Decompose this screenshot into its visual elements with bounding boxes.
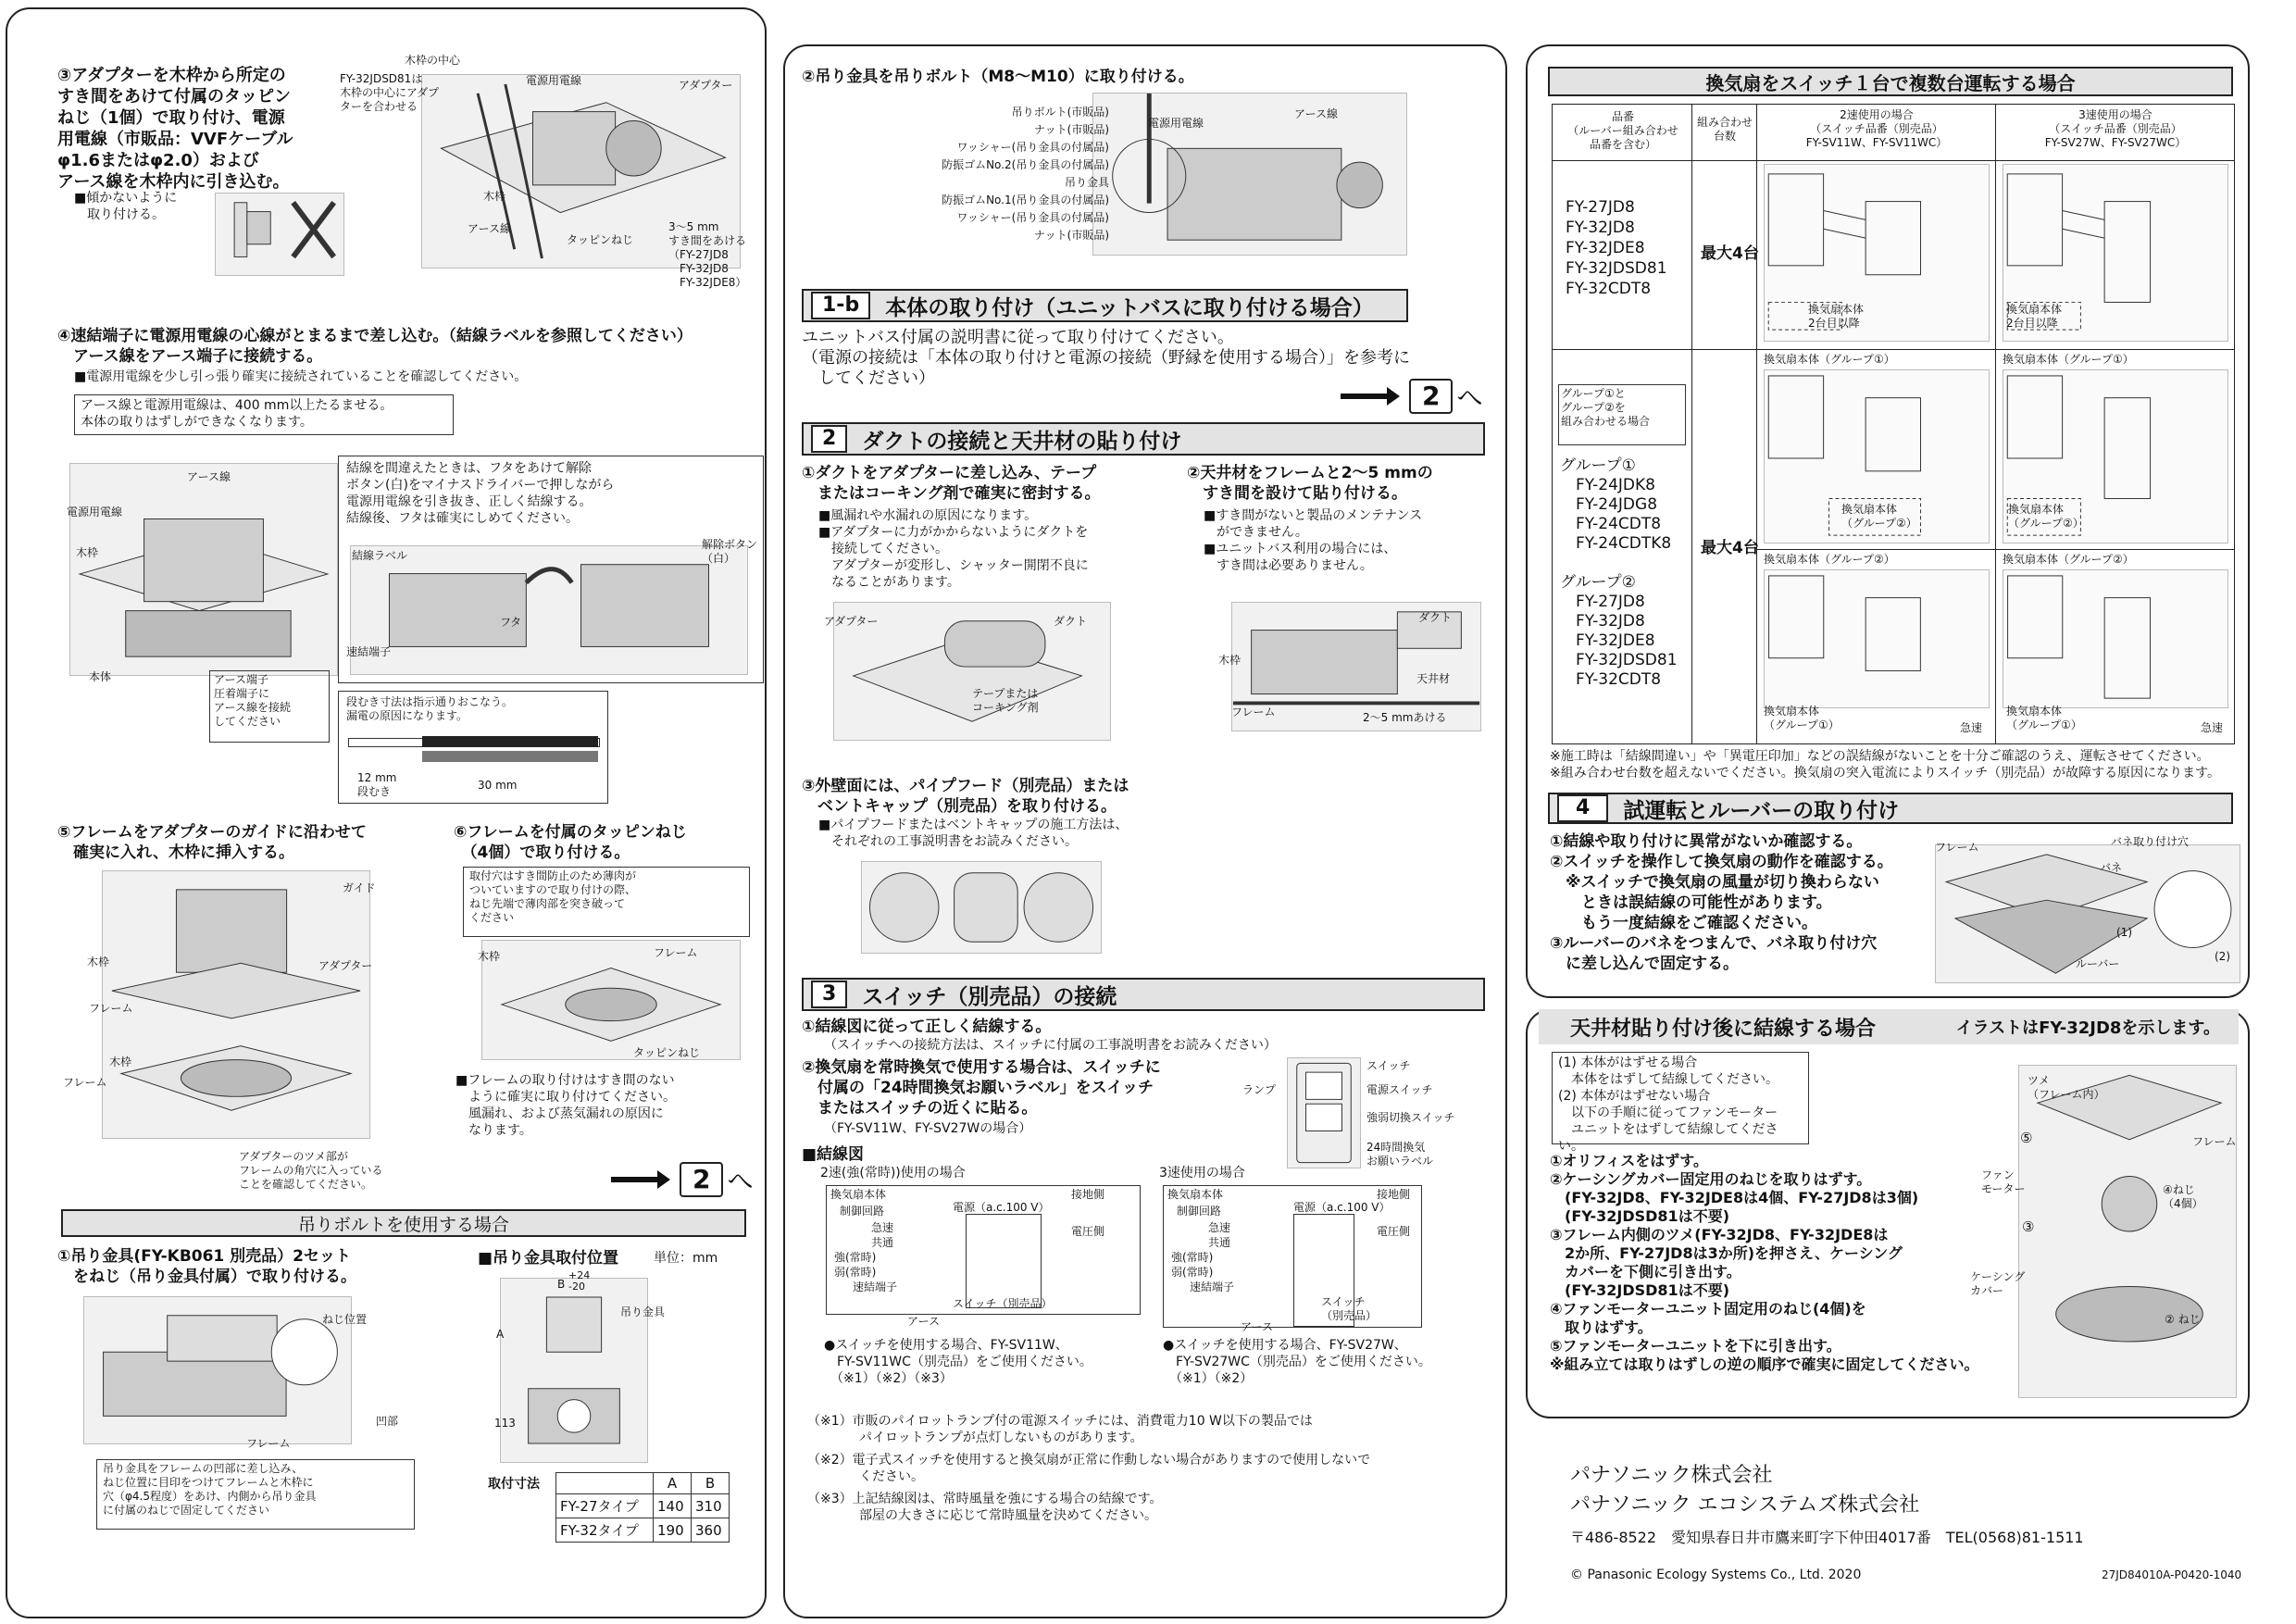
wd-ground: 接地側: [1377, 1188, 1411, 1201]
frame-screw-illustration: [481, 940, 741, 1060]
section-2-number: 2: [811, 425, 847, 453]
copyright: © Panasonic Ecology Systems Co., Ltd. 2020: [1570, 1568, 1862, 1582]
diagram-title: ■結線図: [802, 1145, 865, 1164]
wd-quick: 速結端子: [1190, 1280, 1235, 1293]
group1-2speed: 換気扇本体（グループ①）: [1764, 353, 1895, 366]
label-ceiling: 天井材: [1416, 672, 1451, 685]
label-screw-position: ねじ位置: [322, 1313, 368, 1326]
dim-113: 113: [494, 1417, 516, 1430]
label-wood-3: 木枠: [87, 956, 110, 968]
label-tape: テープまたは コーキング剤: [972, 687, 1039, 714]
step4-note: ■電源用電線を少し引っ張り確実に接続されていることを確認してください。: [74, 369, 528, 384]
label-tapping-screw: タッピンねじ: [567, 233, 634, 246]
pipe-hood-illustration: [861, 861, 1102, 954]
size-cell: FY-27タイプ: [556, 1494, 654, 1518]
wd-supply: 電源（a.c.100 V）: [1293, 1201, 1391, 1214]
row2-models: グループ① FY-24JDK8 FY-24JDG8 FY-24CDT8 FY-24CDTK8 グループ② FY-27JD8 FY-32JD8 FY-32JDE8 FY-32JDSD81 FY-32CDT8: [1560, 456, 1678, 689]
section-1b-text: ユニットバス付属の説明書に従って取り付けてください。 （電源の接続は「本体の取り付けと電源の接続（野縁を使用する場合）」を参考に してください）: [802, 328, 1410, 388]
duct-step2: ②天井材をフレームと2～5 mmの すき間を設けて貼り付ける。: [1187, 464, 1433, 503]
diagram-3speed-title: 3速使用の場合: [1159, 1166, 1245, 1181]
group1-3speed: 換気扇本体（グループ①）: [2003, 353, 2134, 366]
group2-3speed: 換気扇本体（グループ②）: [2003, 553, 2134, 566]
wiring-diagram-3speed: [1163, 1185, 1422, 1328]
label-switch: スイッチ: [1366, 1059, 1411, 1072]
size-header-cell: [556, 1473, 654, 1494]
after-ceiling-box: (1) 本体がはずせる場合 本体をはずして結線してください。 (2) 本体がはずせない場合 以下の手順に従ってファンモーター ユニットをはずして結線してください。: [1552, 1052, 1809, 1144]
label-quick-terminal: 速結端子: [346, 645, 392, 658]
wd-kyo: 共通: [1208, 1236, 1231, 1249]
right-arrow-icon: [611, 1177, 667, 1182]
label-lid: フタ: [500, 616, 522, 629]
bracket-position-title: ■吊り金具取付位置: [478, 1249, 619, 1268]
label-tapping-screw-2: タッピンねじ: [633, 1046, 701, 1059]
page-ref-suffix: へ: [1456, 382, 1483, 413]
label-wood-center: 木枠の中心: [405, 54, 461, 67]
label-power-wire-3: 電源用電線: [1148, 117, 1204, 130]
label-fy32-center: FY-32JDSD81は 木枠の中心にアダプ ターを合わせる: [340, 72, 440, 113]
bolt-step1: ①吊り金具(FY-KB061 別売品）2セット をねじ（吊り金具付属）で取り付ける。: [57, 1247, 356, 1286]
section-4-number: 4: [1557, 794, 1608, 822]
group1-2speed-label: 換気扇本体 （グループ①）: [1764, 705, 1840, 731]
bolt-part-label: ナット(市販品): [1033, 123, 1109, 136]
wd-switch: スイッチ （別売品）: [1321, 1295, 1378, 1322]
label-power-wire-2: 電源用電線: [67, 506, 123, 518]
label-guide: ガイド: [343, 881, 376, 894]
after-ceiling-title: 天井材貼り付け後に結線する場合: [1570, 1017, 1877, 1041]
label-frame-4: フレーム: [246, 1437, 291, 1450]
row2-count: 最大4台: [1701, 539, 1759, 557]
page-ref: 2: [680, 1162, 723, 1197]
wiring-diagram-2speed: [826, 1185, 1141, 1315]
wd-supply: 電源（a.c.100 V）: [953, 1201, 1050, 1214]
wd-kyo: 共通: [871, 1236, 894, 1249]
section-2-header: [802, 422, 1485, 456]
duct-step3-note: ■パイプフードまたはベントキャップの施工方法は、 それぞれの工事説明書をお読みください。: [818, 818, 1129, 849]
size-table-row: [556, 1518, 730, 1543]
step5-text: ⑤フレームをアダプターのガイドに沿わせて 確実に入れ、木枠に挿入する。: [57, 823, 367, 862]
label-earth-wire: アース線: [468, 222, 512, 235]
label-release-button: 解除ボタン （白）: [702, 538, 758, 565]
fan-motor-illustration: [2018, 1065, 2237, 1398]
label-power-switch: 電源スイッチ: [1366, 1083, 1433, 1096]
wd-strong: 強(常時): [1171, 1251, 1214, 1264]
bolt-step2: ②吊り金具を吊りボルト（M8～M10）に取り付ける。: [802, 68, 1194, 86]
label-adapter-2: アダプター: [318, 959, 373, 972]
step4-warning-box: アース線と電源用電線は、400 mm以上たるませる。 本体の取りはずしができなくなります。: [74, 394, 454, 435]
row1-2speed-diagram: [1764, 164, 1990, 342]
label-casing-cover: ケーシング カバー: [1970, 1270, 2026, 1297]
label-24h: 24時間換気 お願いラベル: [1366, 1141, 1434, 1168]
size-cell: FY-32タイプ: [556, 1518, 654, 1543]
strip-text: 段むき寸法は指示通りおこなう。 漏電の原因になります。: [346, 695, 514, 722]
label-claw-2: ツメ （フレーム内）: [2028, 1074, 2105, 1101]
label-frame-5: フレーム: [1231, 706, 1276, 718]
wiring-mistake-text: 結線を間違えたときは、フタをあけて解除 ボタン(白)をマイナスドライバーで押しながら 電源用電線を引き抜き、正しく結線する。 結線後、フタは確実にしめてください。: [346, 461, 615, 526]
label-wood-4: 木枠: [109, 1056, 132, 1068]
row2b-3speed-diagram: [2003, 569, 2228, 708]
label-step-1: (1): [2116, 926, 2132, 939]
bolt-section-header: [61, 1209, 746, 1237]
section-2-title: ダクトの接続と天井材の貼り付け: [862, 429, 1182, 454]
multi-unit-header: [1548, 67, 2233, 96]
label-body: 本体: [89, 670, 112, 683]
wd-switch: スイッチ（別売品）: [953, 1297, 1053, 1310]
label-frame-3: フレーム: [654, 946, 698, 959]
footnote-2: （※2）電子式スイッチを使用すると換気扇が正常に作動しない場合がありますので使用しないで ください。: [807, 1453, 1371, 1484]
wd-quick: 速結端子: [853, 1280, 898, 1293]
switch-illustration: [1287, 1057, 1361, 1168]
size-table-header: [556, 1473, 730, 1494]
rapid-label-2: 急速: [2201, 721, 2224, 734]
wd-voltage: 電圧側: [1071, 1225, 1105, 1238]
size-cell: 190: [654, 1518, 692, 1543]
switch-step1: ①結線図に従って正しく結線する。: [802, 1018, 1052, 1036]
label-earth-wire-3: アース線: [1294, 107, 1339, 120]
label-wiring-label: 結線ラベル: [352, 549, 408, 562]
label-circle-5: ⑤: [2020, 1130, 2033, 1146]
row1-models: FY-27JD8 FY-32JD8 FY-32JDE8 FY-32JDSD81 FY-32CDT8: [1566, 198, 1667, 298]
label-fan-motor: ファン モーター: [1981, 1168, 2026, 1195]
label-wood-2: 木枠: [76, 546, 99, 559]
step6-note: ■フレームの取り付けはすき間のない ように確実に取り付けてください。 風漏れ、および蒸気漏れの原因に なります。: [455, 1073, 676, 1138]
step6-box: 取付穴はすき間防止のため薄肉が ついていますので取り付けの際、 ねじ先端で薄肉部を突き破って ください: [463, 867, 750, 937]
label-lamp: ランプ: [1242, 1083, 1277, 1096]
wd-ctrl: 制御回路: [840, 1205, 885, 1218]
group2-2speed-label: 換気扇本体 （グループ②）: [1841, 503, 1917, 530]
size-header-cell: B: [692, 1473, 730, 1494]
label-wood: 木枠: [483, 190, 506, 203]
page-ref-suffix: へ: [727, 1166, 754, 1196]
label-notch: 凹部: [376, 1415, 399, 1428]
adapter-angle-illustration: [215, 193, 344, 276]
step3-note: ■傾かないように 取り付ける。: [74, 191, 178, 222]
step4-text: ④速結端子に電源用電線の心線がとまるまで差し込む。（結線ラベルを参照してください） アース線をアース端子に接続する。: [57, 327, 693, 366]
wd-body: 換気扇本体: [830, 1188, 887, 1201]
multi-unit-notes: ※施工時は「結線間違い」や「異電圧印加」などの誤結線がないことを十分ご確認のうえ、運転させてください。 ※組み合わせ台数を超えないでください。換気扇の突入電流によりスイッチ（別売品）が故障する原因になります。: [1550, 749, 2221, 781]
duct-step3: ③外壁面には、パイプフード（別売品）または ベントキャップ（別売品）を取り付ける。: [802, 777, 1129, 816]
section-3-title: スイッチ（別売品）の接続: [862, 984, 1117, 1009]
after-ceiling-steps: ①オリフィスをはずす。 ②ケーシングカバー固定用のねじを取りはずす。 (FY-32JD8、FY-32JDE8は4個、FY-27JD8は3個) (FY-32JDSD81は不要) ③フレーム内側のツメ(FY-32JD8、FY-32JDE8は 2か所、FY-27JD8は3か所)を押さえ、ケーシング カバーを下側に引き出す。 (FY-32JDSD81は不要) ④ファンモーターユニット固定用のねじ(4個)を 取りはずす。 ⑤ファンモーターユニットを下に引き出す。 ※組み立ては取りはずしの逆の順序で確実に固定してください。: [1550, 1152, 1979, 1373]
frame-insert-illustration: [102, 870, 373, 1139]
dim-b: B: [557, 1278, 566, 1291]
label-gap: 3～5 mm すき間をあける （FY-27JD8 FY-32JD8 FY-32JDE8）: [668, 220, 747, 289]
size-cell: 310: [692, 1494, 730, 1518]
bracket-box: 吊り金具をフレームの凹部に差し込み、 ねじ位置に目印をつけてフレームと木枠に 穴（φ4.5程度）をあけ、内側から吊り金具 に付属のねじで固定してください: [96, 1459, 415, 1530]
label-screw-4: ④ねじ （4個）: [2163, 1183, 2203, 1210]
duct-step2-note: ■すき間がないと製品のメンテナンス ができません。 ■ユニットバス利用の場合には、 すき間は必要ありません。: [1204, 508, 1423, 573]
label-claw: アダプターのツメ部が フレームの角穴に入っている ことを確認してください。: [239, 1150, 383, 1191]
page-ref: 2: [1409, 379, 1453, 414]
label-gap-2: 2～5 mmあける: [1363, 711, 1447, 724]
diagram-2speed-note: ●スイッチを使用する場合、FY-SV11W、 FY-SV11WC（別売品）をご使用ください。 （※1）（※2）（※3）: [824, 1338, 1092, 1386]
size-table: [555, 1472, 730, 1543]
duct-step1: ①ダクトをアダプターに差し込み、テープ またはコーキング剤で確実に密封する。: [802, 464, 1101, 503]
label-wood-5: 木枠: [478, 950, 501, 963]
wiring-mistake-box: [338, 456, 764, 683]
multi-unit-title: 換気扇をスイッチ１台で複数台運転する場合: [1705, 71, 2076, 94]
switch-step1-sub: （スイッチへの接続方法は、スイッチに付属の工事説明書をお読みください）: [824, 1038, 1277, 1053]
switch-step2: ②換気扇を常時換気で使用する場合は、スイッチに 付属の「24時間換気お願いラベル」をスイッチ またはスイッチの近くに貼る。: [802, 1058, 1161, 1118]
label-frame-7: フレーム: [2192, 1135, 2237, 1148]
strip-12mm: 12 mm 段むき: [357, 771, 397, 798]
label-circle-3: ③: [2022, 1218, 2035, 1235]
group1-3speed-label: 換気扇本体 （グループ①）: [2006, 705, 2082, 731]
strip-box: [338, 691, 608, 804]
bolt-part-label: 防振ゴムNo.2(吊り金具の付属品): [942, 158, 1109, 171]
section-4-text: ①結線や取り付けに異常がないか確認する。 ②スイッチを操作して換気扇の動作を確認する。 ※スイッチで換気扇の風量が切り換わらない ときは誤結線の可能性があります。 もう一度結線をご確認ください。 ③ルーバーのバネをつまんで、バネ取り付け穴 に差し込んで固定する。: [1550, 832, 1893, 973]
row1-2nd-unit-3speed: 換気扇本体 2台目以降: [2006, 303, 2063, 330]
switch-step2-sub: （FY-SV11W、FY-SV27Wの場合）: [824, 1121, 1032, 1136]
bolt-part-label: ワッシャー(吊り金具の付属品): [956, 141, 1109, 154]
dim-tolerance: +24 -20: [568, 1269, 591, 1293]
label-frame-2: フレーム: [63, 1076, 107, 1089]
wd-voltage: 電圧側: [1377, 1225, 1411, 1238]
document-number: 27JD84010A-P0420-1040: [2102, 1568, 2242, 1581]
wd-kyu: 急速: [871, 1221, 894, 1234]
section-3-number: 3: [811, 981, 847, 1008]
label-wood-6: 木枠: [1218, 654, 1242, 667]
header-3speed: 3速使用の場合 （スイッチ品番（別売品） FY-SV27W、FY-SV27WC）: [2044, 108, 2187, 149]
bolt-part-label: ワッシャー(吊り金具の付属品): [956, 211, 1109, 224]
wire-diagram: [348, 734, 598, 768]
label-frame: フレーム: [89, 1002, 133, 1015]
step3-text: ③アダプターを木枠から所定の すき間をあけて付属のタッピン ねじ（1個）で取り付け、電源 用電線（市販品：VVFケーブル φ1.6またはφ2.0）および アース線を木枠内に引き込む。: [57, 66, 293, 192]
company-name-1: パナソニック株式会社: [1570, 1464, 1773, 1487]
bolt-hanger-illustration: [1092, 93, 1407, 256]
group2-3speed-label: 換気扇本体 （グループ②）: [2008, 503, 2084, 530]
section-4-header: [1548, 793, 2233, 824]
header-2speed: 2速使用の場合 （スイッチ品番（別売品） FY-SV11W、FY-SV11WC）: [1805, 108, 1948, 149]
size-cell: 360: [692, 1518, 730, 1543]
label-step-2: (2): [2215, 950, 2230, 963]
wiring-body-illustration: [69, 463, 338, 676]
label-frame-6: フレーム: [1935, 841, 1979, 854]
strip-30mm: 30 mm: [478, 779, 518, 792]
label-screw-2: ② ねじ: [2165, 1313, 2201, 1326]
goto-section-2[interactable]: [611, 1161, 754, 1198]
goto-section-2-mid[interactable]: [1341, 378, 1483, 415]
bolt-section-title: 吊りボルトを使用する場合: [297, 1214, 509, 1235]
header-count: 組み合わせ 台数: [1697, 116, 1753, 143]
size-cell: 140: [654, 1494, 692, 1518]
wd-ctrl: 制御回路: [1177, 1205, 1222, 1218]
section-1b-title: 本体の取り付け（ユニットバスに取り付ける場合）: [885, 295, 1374, 320]
wd-weak: 弱(常時): [834, 1266, 877, 1279]
multi-unit-table: [1552, 104, 2235, 744]
earth-terminal-note: アース端子 圧着端子に アース線を接続 してください: [209, 670, 330, 743]
section-1b-number: 1-b: [811, 292, 870, 319]
terminal-illustration: [350, 545, 748, 675]
dim-a: A: [496, 1328, 505, 1341]
label-spring-hole: バネ取り付け穴: [2111, 835, 2190, 848]
company-address: 〒486-8522 愛知県春日井市鷹来町字下仲田4017番 TEL(0568)81-1511: [1570, 1529, 2084, 1546]
bracket-install-illustration: [83, 1296, 352, 1444]
wd-weak: 弱(常時): [1171, 1266, 1214, 1279]
section-4-title: 試運転とルーバーの取り付け: [1623, 798, 1900, 823]
bolt-part-label: ナット(市販品): [1033, 229, 1109, 242]
label-earth-wire-2: アース線: [187, 470, 231, 483]
row1-count: 最大4台: [1701, 244, 1759, 263]
group-combination-label: グループ①と グループ②を 組み合わせる場合: [1558, 384, 1686, 445]
bolt-part-label: 防振ゴムNo.1(吊り金具の付属品): [942, 194, 1109, 206]
wd-earth-3speed: アース: [1241, 1320, 1274, 1333]
size-header-cell: A: [654, 1473, 692, 1494]
group2-2speed: 換気扇本体（グループ②）: [1764, 553, 1895, 566]
label-bracket: 吊り金具: [620, 1305, 666, 1318]
diagram-2speed-title: 2速(強(常時))使用の場合: [820, 1166, 966, 1181]
label-duct: ダクト: [1054, 615, 1088, 628]
section-3-header: [802, 978, 1485, 1011]
section-1b-header: [802, 289, 1408, 322]
size-table-row: [556, 1494, 730, 1518]
after-ceiling-subtitle: イラストはFY-32JD8を示します。: [1955, 1018, 2220, 1038]
wd-earth-2speed: アース: [907, 1315, 941, 1328]
label-power-wire: 電源用電線: [526, 74, 582, 87]
company-name-2: パナソニック エコシステムズ株式会社: [1570, 1493, 1920, 1517]
unit-label: 単位：mm: [654, 1251, 718, 1266]
after-ceiling-header: [1539, 1009, 2239, 1044]
wd-body: 換気扇本体: [1167, 1188, 1224, 1201]
row2b-2speed-diagram: [1764, 569, 1990, 708]
label-spring: バネ: [2100, 861, 2123, 874]
header-model: 品番 （ルーバー組み合わせ 品番を含む）: [1567, 110, 1678, 151]
label-adapter: アダプター: [679, 79, 733, 92]
bolt-part-label: 吊り金具: [1064, 176, 1109, 189]
wd-strong: 強(常時): [834, 1251, 877, 1264]
bolt-parts-labels: [813, 104, 1109, 244]
label-adapter-3: アダプター: [824, 615, 879, 628]
wd-kyu: 急速: [1208, 1221, 1231, 1234]
rapid-label-1: 急速: [1960, 721, 1983, 734]
duct-step1-note: ■風漏れや水漏れの原因になります。 ■アダプターに力がかからないようにダクトを 接続してください。 アダプターが変形し、シャッター開閉不良に なることがあります。: [818, 508, 1089, 590]
diagram-3speed-note: ●スイッチを使用する場合、FY-SV27W、 FY-SV27WC（別売品）をご使用ください。 （※1）（※2）: [1163, 1338, 1431, 1386]
footnote-1: （※1）市販のパイロットランプ付の電源スイッチには、消費電力10 W以下の製品では パイロットランプが点灯しないものがあります。: [807, 1414, 1313, 1445]
label-duct-2: ダクト: [1418, 611, 1453, 624]
label-louver: ルーバー: [2076, 957, 2120, 970]
wd-ground: 接地側: [1071, 1188, 1105, 1201]
bolt-part-label: 吊りボルト(市販品): [1011, 106, 1109, 119]
footnote-3: （※3）上記結線図は、常時風量を強にする場合の結線です。 部屋の大きさに応じて常時風量を決めてください。: [807, 1492, 1163, 1523]
step6-text: ⑥フレームを付属のタッピンねじ （4個）で取り付ける。: [454, 823, 687, 862]
size-table-title: 取付寸法: [488, 1477, 540, 1492]
right-arrow-icon: [1341, 394, 1396, 399]
row1-2nd-unit: 換気扇本体 2台目以降: [1808, 303, 1865, 330]
label-strength-switch: 強弱切換スイッチ: [1366, 1111, 1455, 1124]
